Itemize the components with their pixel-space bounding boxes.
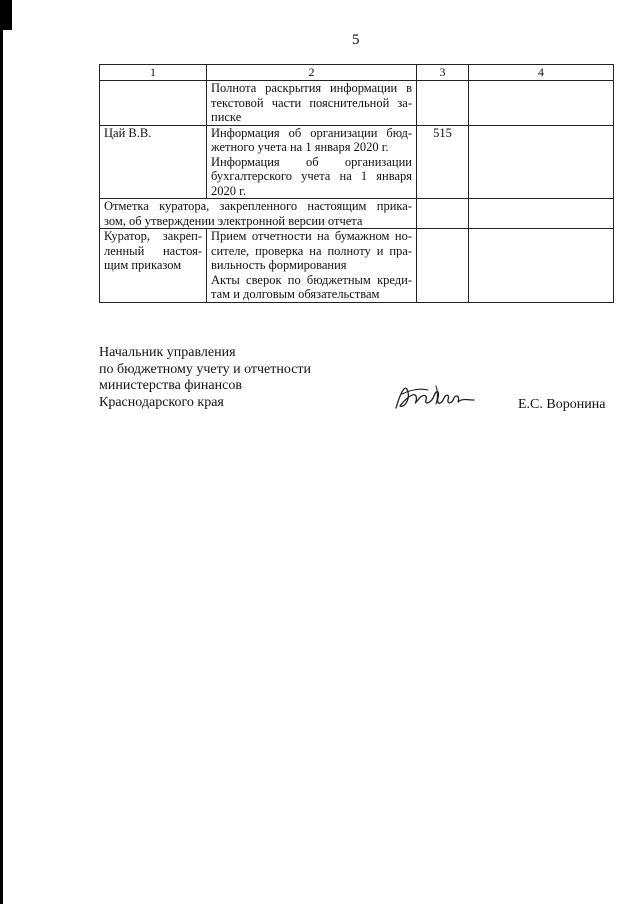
header-col-2: 2: [207, 65, 417, 81]
cell-form-number: [417, 199, 469, 229]
text-line: Прием отчетности на бумажном но-: [211, 229, 412, 243]
handwritten-signature: [392, 378, 488, 416]
cell-form-number: [417, 229, 469, 303]
text-line: Акты сверок по бюджетным креди-: [211, 272, 412, 287]
report-table: [99, 64, 614, 303]
cell-responsible: [100, 229, 207, 303]
cell-description: [207, 81, 417, 126]
cell-form-number: [417, 81, 469, 126]
signature-block: [99, 345, 311, 411]
table-row: [100, 125, 614, 199]
position-line: Краснодарского края: [99, 394, 224, 410]
position-line: по бюджетному учету и отчетности: [99, 361, 312, 377]
text-line: зом, об утверждении электронной версии отчета: [104, 213, 363, 228]
text-line: жетного учета на 1 января 2020 г.: [211, 140, 389, 154]
signer-name: Е.С. Воронина: [518, 397, 606, 412]
cell-form-number: 515: [417, 125, 469, 199]
cell-description: [207, 125, 417, 199]
cell-description: [207, 229, 417, 303]
cell-note: [469, 199, 614, 229]
text-line: Куратор, закреп-: [104, 229, 202, 243]
header-col-1: 1: [100, 65, 207, 81]
text-line: бухгалтерского учета на 1 января: [211, 169, 412, 183]
position-line: министерства финансов: [99, 378, 242, 393]
text-line: Отметка куратора, закрепленного настоящим прика-: [104, 199, 412, 213]
text-line: писке: [211, 110, 242, 124]
text-line: текстовой части пояснительной за-: [211, 95, 412, 110]
text-line: там и долговым обязательствам: [211, 287, 380, 301]
cell-curator-note: [100, 199, 417, 229]
cell-responsible: Цай В.В.: [100, 125, 207, 199]
text-line: 2020 г.: [211, 183, 246, 198]
text-line: Информация об организации бюд-: [211, 125, 412, 140]
cell-responsible: [100, 81, 207, 126]
cell-note: [469, 229, 614, 303]
text-line: щим приказом: [104, 258, 182, 272]
table-row: [100, 81, 614, 126]
text-line: вильность формирования: [211, 258, 347, 272]
text-line: Информация об организации: [211, 154, 412, 169]
header-col-4: 4: [469, 65, 614, 81]
table-row: [100, 199, 614, 229]
scan-edge-line: [0, 0, 3, 904]
position-line: Начальник управления: [99, 345, 236, 360]
table-header-row: [100, 65, 614, 81]
table-row: [100, 229, 614, 303]
text-line: ленный настоя-: [104, 243, 202, 258]
cell-note: [469, 125, 614, 199]
text-line: сителе, проверка на полноту и пра-: [211, 243, 412, 258]
page-number: 5: [352, 32, 360, 48]
cell-note: [469, 81, 614, 126]
header-col-3: 3: [417, 65, 469, 81]
text-line: Полнота раскрытия информации в: [211, 81, 412, 95]
